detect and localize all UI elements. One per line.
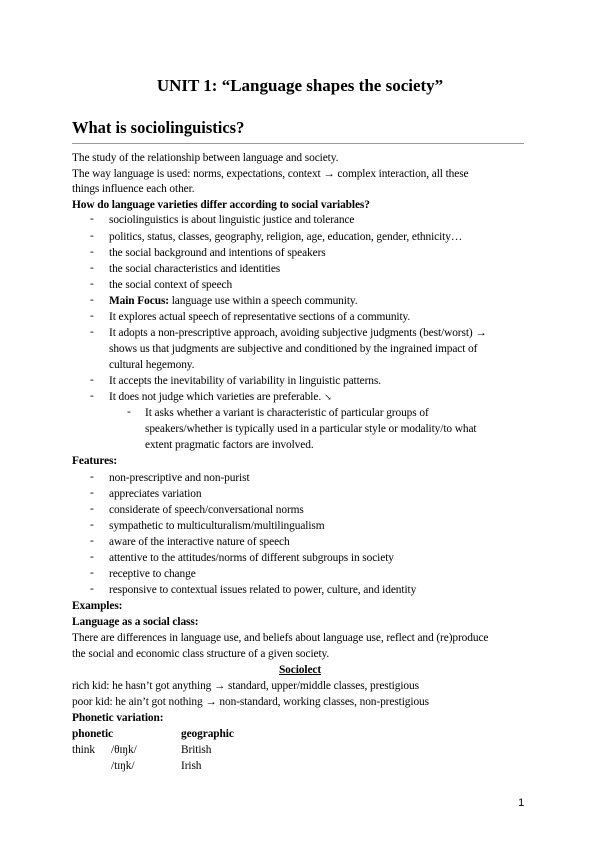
bullet-dash: - — [90, 551, 94, 563]
sub-list-item-continuation: extent pragmatic factors are involved. — [145, 439, 314, 451]
intro-line: The way language is used: norms, expectations, context → complex interaction, all these — [72, 168, 469, 180]
table-header-phonetic: phonetic — [72, 728, 113, 740]
question-heading: How do language varieties differ according to social variables? — [72, 199, 370, 211]
bullet-dash: - — [90, 278, 94, 290]
table-cell-ipa: /tɪŋk/ — [111, 760, 135, 772]
feature-item: non-prescriptive and non-purist — [109, 472, 250, 484]
main-focus-text: language use within a speech community. — [168, 295, 358, 307]
unit-title: UNIT 1: “Language shapes the society” — [156, 76, 444, 95]
list-item: the social context of speech — [109, 279, 233, 291]
list-item: It adopts a non-prescriptive approach, avoiding subjective judgments (best/worst) → — [109, 327, 487, 339]
list-item: the social characteristics and identities — [109, 263, 281, 275]
feature-item: aware of the interactive nature of speech — [109, 536, 290, 548]
feature-item: appreciates variation — [109, 488, 202, 500]
bullet-dash: - — [90, 230, 94, 242]
bullet-dash: - — [90, 567, 94, 579]
social-class-heading: Language as a social class: — [72, 616, 199, 628]
bullet-dash: - — [90, 310, 94, 322]
bullet-dash: - — [90, 246, 94, 258]
list-item: politics, status, classes, geography, religion, age, education, gender, ethnicity… — [109, 231, 463, 243]
bullet-dash: - — [90, 487, 94, 499]
table-header-geographic: geographic — [181, 728, 234, 740]
feature-item: considerate of speech/conversational norms — [109, 504, 304, 516]
example-line: poor kid: he ain’t got nothing → non-standard, working classes, non-prestigious — [72, 696, 429, 708]
bullet-dash: - — [90, 213, 94, 225]
feature-item: receptive to change — [109, 568, 196, 580]
list-item-continuation: shows us that judgments are subjective and conditioned by the ingrained impact of — [109, 343, 478, 355]
sub-list-item-continuation: speakers/whether is typically used in a particular style or modality/to what — [145, 423, 477, 435]
list-item-text: It does not judge which varieties are preferable. — [109, 391, 322, 403]
table-cell-place: Irish — [181, 760, 202, 772]
sub-list-item: It asks whether a variant is characteristic of particular groups of — [145, 407, 429, 419]
intro-line: The study of the relationship between language and society. — [72, 152, 339, 164]
list-item: It accepts the inevitability of variability in linguistic patterns. — [109, 375, 381, 387]
bullet-dash: - — [90, 503, 94, 515]
bullet-dash: - — [90, 326, 94, 338]
list-item: sociolinguistics is about linguistic justice and tolerance — [109, 214, 355, 226]
intro-line: things influence each other. — [72, 183, 195, 195]
sociolect-heading: Sociolect — [278, 664, 322, 676]
list-item-continuation: cultural hegemony. — [109, 359, 195, 371]
table-cell-word: think — [72, 744, 95, 756]
phonetic-variation-heading: Phonetic variation: — [72, 712, 164, 724]
bullet-dash: - — [90, 535, 94, 547]
arrow-icon: ↘ — [324, 392, 332, 402]
list-item: It explores actual speech of representative sections of a community. — [109, 311, 411, 323]
paragraph-line: the social and economic class structure of a given society. — [72, 648, 330, 660]
bullet-dash: - — [90, 471, 94, 483]
table-cell-place: British — [181, 744, 212, 756]
list-item — [109, 390, 332, 405]
bullet-dash: - — [90, 390, 94, 402]
bullet-dash: - — [90, 583, 94, 595]
bullet-dash: - — [90, 262, 94, 274]
examples-heading: Examples: — [72, 600, 123, 612]
list-item — [109, 294, 358, 309]
feature-item: attentive to the attitudes/norms of different subgroups in society — [109, 552, 394, 564]
page-number: 1 — [518, 797, 525, 809]
features-heading: Features: — [72, 455, 118, 467]
bullet-dash: - — [90, 519, 94, 531]
section-heading: What is sociolinguistics? — [72, 118, 245, 137]
bullet-dash: - — [90, 294, 94, 306]
table-cell-ipa: /θɪŋk/ — [111, 744, 137, 756]
paragraph-line: There are differences in language use, and beliefs about language use, reflect and (re)produce — [72, 632, 489, 644]
feature-item: sympathetic to multiculturalism/multilingualism — [109, 520, 325, 532]
main-focus-label: Main Focus: — [109, 295, 169, 307]
list-item: the social background and intentions of speakers — [109, 247, 326, 259]
feature-item: responsive to contextual issues related to power, culture, and identity — [109, 584, 417, 596]
example-line: rich kid: he hasn’t got anything → standard, upper/middle classes, prestigious — [72, 680, 419, 692]
bullet-dash: - — [90, 374, 94, 386]
heading-divider — [72, 143, 524, 144]
sub-bullet-dash: - — [127, 406, 131, 418]
